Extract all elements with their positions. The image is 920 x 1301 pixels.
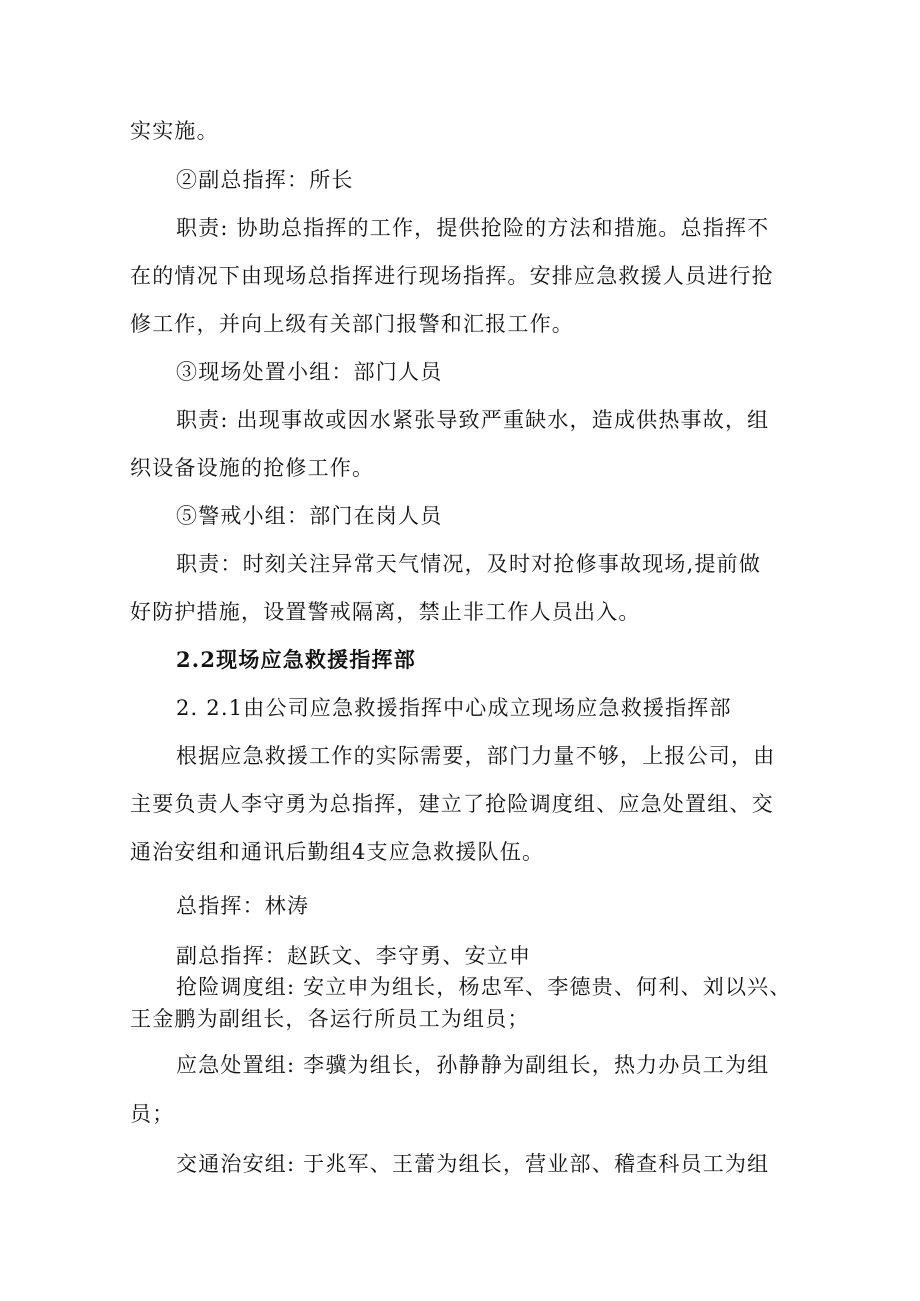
paragraph-line: 职责：时刻关注异常天气情况，及时对抢修事故现场,提前做 [176,552,762,576]
subheading-guard-team: ⑤警戒小组：部门在岗人员 [176,504,443,528]
paragraph-line: 抢险调度组: 安立申为组长，杨忠军、李德贵、何利、刘以兴、 [176,975,792,999]
paragraph-line: 实实施。 [130,119,219,143]
paragraph-line: 主要负责人李守勇为总指挥，建立了抢险调度组、应急处置组、交 [130,792,774,816]
section-heading: 2.2现场应急救援指挥部 [176,647,416,672]
paragraph-line: 织设备设施的抢修工作。 [130,456,375,480]
paragraph-line: 职责: 出现事故或因水紧张导致严重缺水，造成供热事故，组 [176,408,770,432]
subsection-heading: 2. 2.1由公司应急救援指挥中心成立现场应急救援指挥部 [176,696,732,720]
paragraph-line: 职责: 协助总指挥的工作，提供抢险的方法和措施。总指挥不 [176,216,770,240]
paragraph-line: 应急处置组: 李骥为组长，孙静静为副组长，热力办员工为组 [176,1053,770,1077]
paragraph-line: 王金鹏为副组长，各运行所员工为组员； [130,1007,530,1031]
deputy-commander-line: 副总指挥：赵跃文、李守勇、安立申 [176,944,532,968]
paragraph-line: 好防护措施，设置警戒隔离，禁止非工作人员出入。 [130,600,641,624]
paragraph-line: 修工作，并向上级有关部门报警和汇报工作。 [130,312,574,336]
paragraph-line: 根据应急救援工作的实际需要，部门力量不够，上报公司，由 [176,744,776,768]
paragraph-line: 通治安组和通讯后勤组4支应急救援队伍。 [130,840,545,864]
paragraph-line: 在的情况下由现场总指挥进行现场指挥。安排应急救援人员进行抢 [130,264,774,288]
commander-line: 总指挥：林涛 [176,894,310,918]
subheading-onsite-team: ③现场处置小组：部门人员 [176,360,443,384]
paragraph-line: 员； [130,1102,175,1126]
subheading-deputy-commander: ②副总指挥：所长 [176,168,354,192]
paragraph-line: 交通治安组: 于兆军、王蕾为组长，营业部、稽查科员工为组 [176,1152,770,1176]
